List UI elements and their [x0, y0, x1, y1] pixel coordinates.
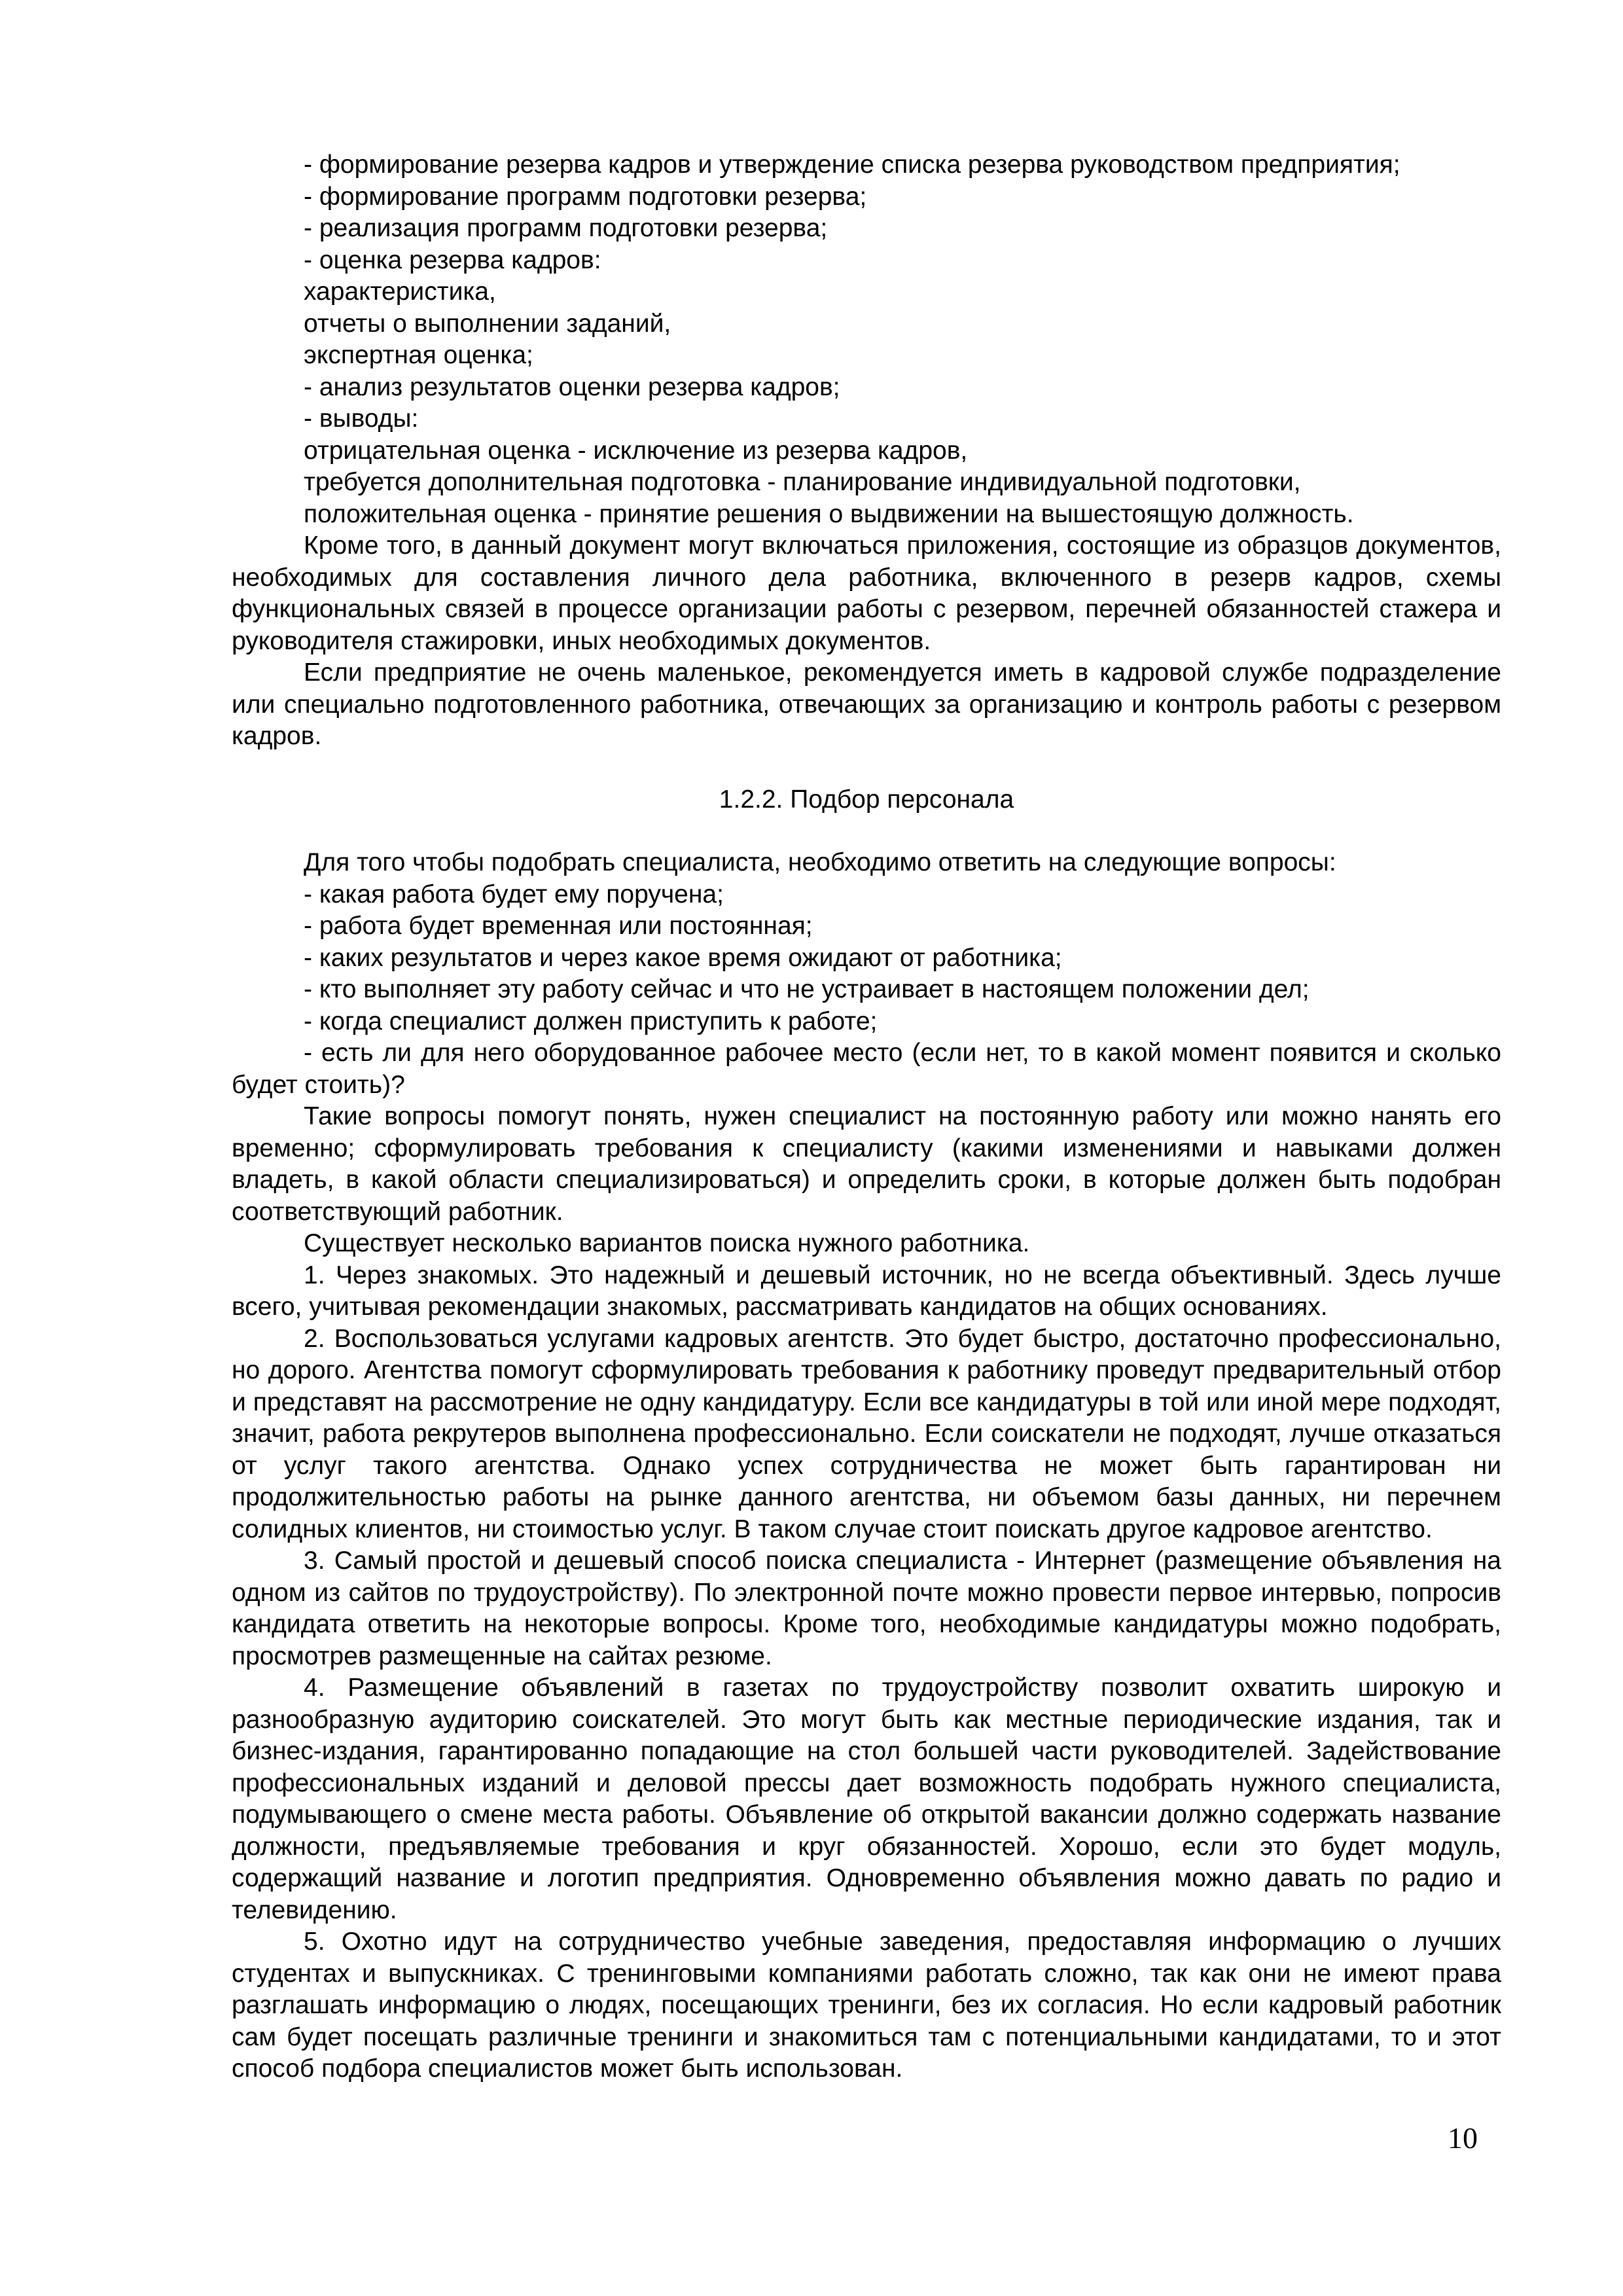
top-list	[232, 149, 1501, 530]
page-number: 10	[1448, 2121, 1478, 2155]
list-item: - каких результатов и через какое время ожидают от работника;	[304, 943, 1062, 972]
list-item: - когда специалист должен приступить к работе;	[304, 1007, 878, 1035]
list-item: экспертная оценка;	[304, 341, 533, 369]
paragraph: Существует несколько вариантов поиска нужного работника.	[304, 1229, 1030, 1257]
list-item: характеристика,	[304, 278, 496, 306]
document-page	[232, 149, 1501, 2085]
list-item: - кто выполняет эту работу сейчас и что не устраивает в настоящем положении дел;	[304, 975, 1310, 1003]
questions-list	[232, 879, 1501, 1038]
list-item: - оценка резерва кадров:	[304, 245, 601, 274]
questions-intro: Для того чтобы подобрать специалиста, необходимо ответить на следующие вопросы:	[304, 848, 1336, 876]
list-item: - формирование резерва кадров и утверждение списка резерва руководством предприятия;	[304, 151, 1400, 179]
list-item: отчеты о выполнении заданий,	[304, 309, 671, 338]
list-item: положительная оценка - принятие решения о выдвижении на вышестоящую должность.	[304, 499, 1354, 528]
paragraph: Если предприятие не очень маленькое, рекомендуется иметь в кадровой службе подразделение или специально подготовленного работника, отвечающих за организацию и контроль работы с резервом кадров.	[232, 658, 1501, 750]
list-item: - выводы:	[304, 404, 419, 433]
paragraph: 5. Охотно идут на сотрудничество учебные заведения, предоставляя информацию о лучших студентах и выпускниках. С тренинговыми компаниями работать сложно, так как они не имеют права разглашать информацию о людях, посещающих тренинги, без их согласия. Но если кадровый работник сам будет посещать различные тренинги и знакомиться там с потенциальными кандидатами, то и этот способ подбора специалистов может быть использован.	[232, 1928, 1501, 2083]
list-item: - анализ результатов оценки резерва кадров;	[304, 372, 840, 401]
paragraph: 4. Размещение объявлений в газетах по трудоустройству позволит охватить широкую и разнообразную аудиторию соискателей. Это могут быть как местные периодические издания, так и бизнес-издания, гарантированно попадающие на стол большей части руководителей. Задействование профессиональных изданий и деловой прессы дает возможность подобрать нужного специалиста, подумывающего о смене места работы. Объявление об открытой вакансии должно содержать название должности, предъявляемые требования и круг обязанностей. Хорошо, если это будет модуль, содержащий название и логотип предприятия. Одновременно объявления можно давать по радио и телевидению.	[232, 1674, 1501, 1924]
paragraph: 2. Воспользоваться услугами кадровых агентств. Это будет быстро, достаточно профессионально, но дорого. Агентства помогут сформулировать требования к работнику проведут предварительный отбор и представят на рассмотрение не одну кандидатуру. Если все кандидатуры в той или иной мере подходят, значит, работа рекрутеров выполнена профессионально. Если соискатели не подходят, лучше отказаться от услуг такого агентства. Однако успех сотрудничества не может быть гарантирован ни продолжительностью работы на рынке данного агентства, ни объемом базы данных, ни перечнем солидных клиентов, ни стоимостью услуг. В таком случае стоит поискать другое кадровое агентство.	[232, 1324, 1501, 1543]
paragraph: Кроме того, в данный документ могут включаться приложения, состоящие из образцов документов, необходимых для составления личного дела работника, включенного в резерв кадров, схемы функциональных связей в процессе организации работы с резервом, перечней обязанностей стажера и руководителя стажировки, иных необходимых документов.	[232, 531, 1501, 655]
paragraph: - есть ли для него оборудованное рабочее место (если нет, то в какой момент появится и сколько будет стоить)?	[232, 1039, 1501, 1099]
list-item: отрицательная оценка - исключение из резерва кадров,	[304, 436, 968, 465]
paragraph: 1. Через знакомых. Это надежный и дешевый источник, но не всегда объективный. Здесь лучше всего, учитывая рекомендации знакомых, рассматривать кандидатов на общих основаниях.	[232, 1261, 1501, 1321]
section-heading: 1.2.2. Подбор персонала	[719, 785, 1014, 814]
list-item: - работа будет временная или постоянная;	[304, 912, 813, 940]
list-item: - реализация программ подготовки резерва;	[304, 214, 828, 242]
paragraph: 3. Самый простой и дешевый способ поиска специалиста - Интернет (размещение объявления на одном из сайтов по трудоустройству). По электронной почте можно провести первое интервью, попросив кандидата ответить на некоторые вопросы. Кроме того, необходимые кандидатуры можно подобрать, просмотрев размещенные на сайтах резюме.	[232, 1547, 1501, 1670]
list-item: - какая работа будет ему поручена;	[304, 880, 724, 908]
list-item: - формирование программ подготовки резерва;	[304, 182, 867, 211]
list-item: требуется дополнительная подготовка - планирование индивидуальной подготовки,	[304, 468, 1301, 496]
paragraph: Такие вопросы помогут понять, нужен специалист на постоянную работу или можно нанять его временно; сформулировать требования к специалисту (какими изменениями и навыками должен владеть, в какой области специализироваться) и определить сроки, в которые должен быть подобран соответствующий работник.	[232, 1102, 1501, 1226]
